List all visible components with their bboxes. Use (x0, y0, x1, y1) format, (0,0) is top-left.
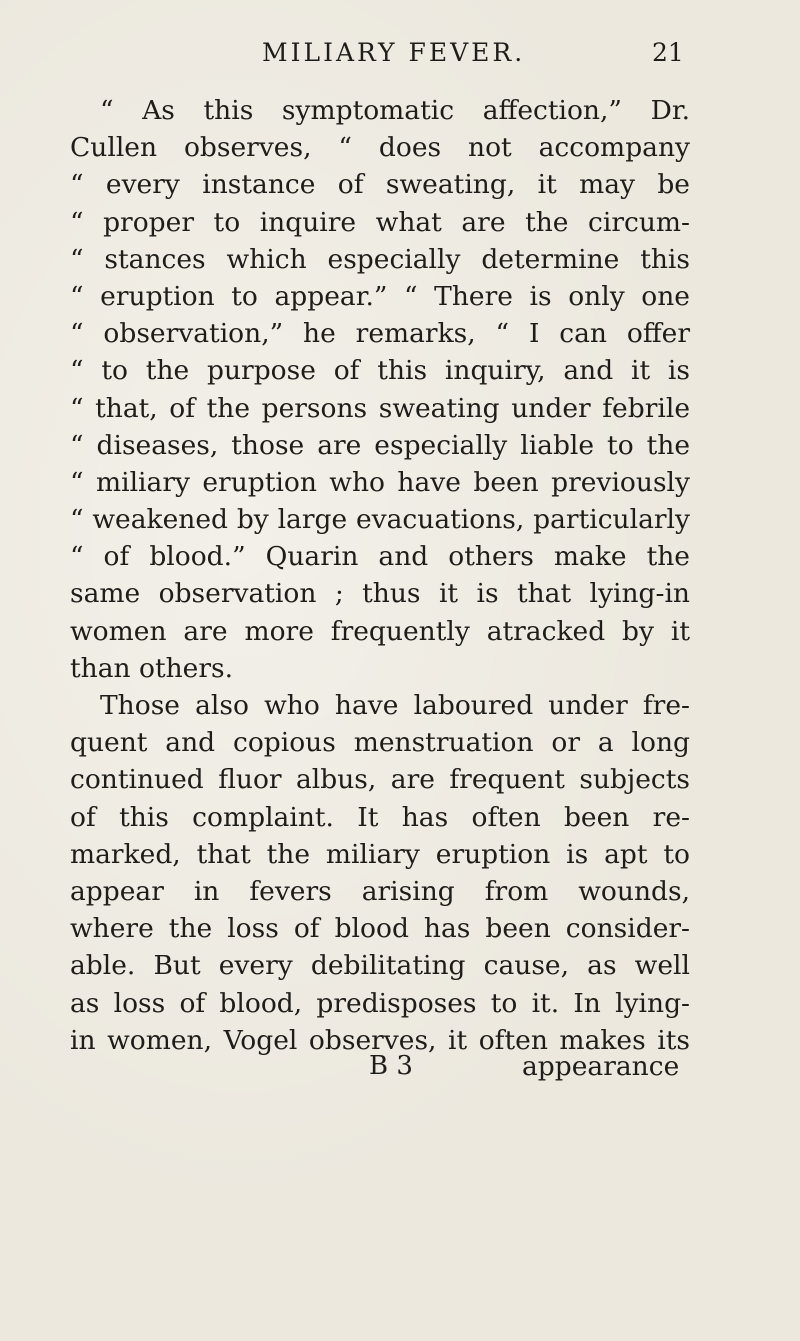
catchword: appearance (522, 1051, 680, 1082)
text-line: able. But every debilitating cause, as well (70, 950, 690, 982)
text-line: “ diseases, those are especially liable to the (70, 429, 690, 461)
text-line: quent and copious menstruation or a long (70, 727, 690, 759)
text-line: Those also who have laboured under fre- (100, 690, 690, 721)
text-line: Cullen observes, “ does not accompany (70, 132, 690, 164)
text-line: “ miliary eruption who have been previously (70, 466, 690, 498)
text-line: “ eruption to appear.” “ There is only one (70, 280, 690, 312)
text-line: than others. (70, 652, 234, 684)
text-line: “ to the purpose of this inquiry, and it is (70, 355, 690, 387)
text-line: in women, Vogel observes, it often makes its (70, 1024, 690, 1056)
text-line: marked, that the miliary eruption is apt to (70, 838, 690, 870)
text-line: “ stances which especially determine this (70, 243, 690, 275)
running-title: MILIARY FEVER. (262, 38, 526, 67)
text-line: women are more frequently atracked by it (70, 615, 690, 647)
text-line: “ every instance of sweating, it may be (70, 169, 690, 201)
page-header (0, 38, 800, 78)
page-number: 21 (652, 38, 684, 67)
text-line: continued fluor albus, are frequent subjects (70, 764, 690, 796)
text-line: “ As this symptomatic affection,” Dr. (100, 95, 690, 126)
text-line: “ of blood.” Quarin and others make the (70, 541, 690, 573)
text-line: same observation ; thus it is that lying-in (70, 578, 690, 610)
text-line: “ observation,” he remarks, “ I can offer (70, 318, 690, 350)
text-line: where the loss of blood has been consider- (70, 913, 690, 945)
text-line: “ that, of the persons sweating under febrile (70, 392, 690, 424)
body-text (70, 92, 690, 1059)
text-line: as loss of blood, predisposes to it. In lying- (70, 987, 690, 1019)
page-footer (0, 1051, 800, 1091)
signature-mark: B 3 (369, 1051, 413, 1081)
text-line: “ weakened by large evacuations, particularly (70, 504, 690, 536)
text-line: “ proper to inquire what are the circum- (70, 206, 690, 238)
text-line: of this complaint. It has often been re- (70, 801, 690, 833)
text-line: appear in fevers arising from wounds, (70, 875, 690, 907)
